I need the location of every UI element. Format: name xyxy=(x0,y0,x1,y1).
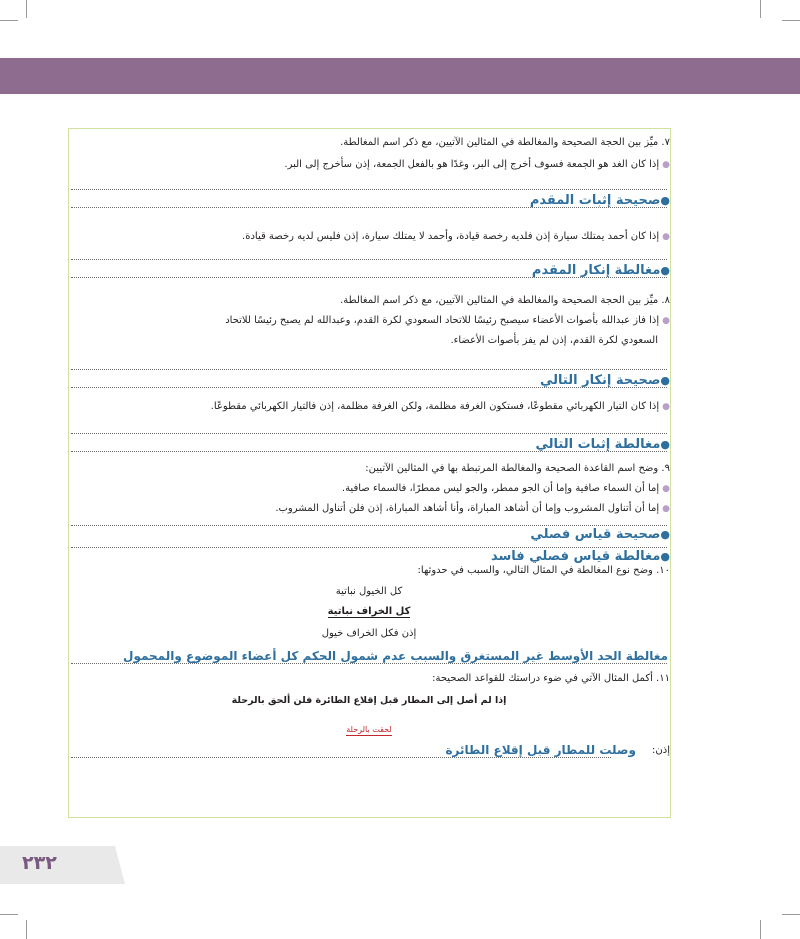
q7-prompt: ٧. ميِّز بين الحجة الصحيحة والمغالطة في المثالين الآتيين، مع ذكر اسم المغالطة. xyxy=(340,137,670,148)
crop-mark-bottom-left xyxy=(26,920,27,939)
q8-example-1: ●إذا فاز عبدالله بأصوات الأعضاء سيصبح رئيسًا للاتحاد السعودي لكرة القدم، وعبدالله لم يصبح رئيسًا للاتحاد xyxy=(225,315,670,326)
crop-mark-bottom-right xyxy=(760,920,761,939)
q11-prompt: ١١. أكمل المثال الآتي في ضوء دراستك للقواعد الصحيحة: xyxy=(432,673,670,684)
q9-answer-1: ●صحيحة قياس فصلي xyxy=(530,527,670,542)
q11-premise: إذا لم أصل إلى المطار قبل إقلاع الطائرة فلن ألحق بالرحلة xyxy=(231,695,507,706)
q9-prompt: ٩. وضح اسم القاعدة الصحيحة والمغالطة المرتبطة بها في المثالين الآتيين: xyxy=(365,463,670,474)
q8-prompt: ٨. ميِّز بين الحجة الصحيحة والمغالطة في المثالين الآتيين، مع ذكر اسم المغالطة. xyxy=(340,295,670,306)
crop-mark-top-left-h xyxy=(0,20,18,21)
q10-premise-1: كل الخيول نباتية xyxy=(335,586,403,597)
exercise-box xyxy=(68,128,671,818)
dotted-line xyxy=(71,277,667,278)
dotted-line xyxy=(71,387,667,388)
q11-answer: وصلت للمطار قبل إقلاع الطائرة xyxy=(445,743,636,757)
crop-mark-bottom-right-h xyxy=(782,914,800,915)
q7-answer-2: ●مغالطة إنكار المقدم xyxy=(531,263,670,278)
bullet-icon: ● xyxy=(662,316,670,326)
page-number-tab xyxy=(0,846,125,884)
q8-example-1-cont: السعودي لكرة القدم، إذن لم يفز بأصوات الأعضاء. xyxy=(450,335,658,346)
crop-mark-bottom-left-h xyxy=(0,914,18,915)
q10-prompt: ١٠. وضح نوع المغالطة في المثال التالي، والسبب في حدوثها: xyxy=(417,565,670,576)
q9-answer-2: ●مغالطة قياس فصلي فاسد xyxy=(491,549,670,564)
q10-premise-2: كل الخراف نباتية xyxy=(327,606,411,617)
bullet-icon: ● xyxy=(662,232,670,242)
header-band xyxy=(0,58,800,94)
q7-example-2: ●إذا كان أحمد يمتلك سيارة إذن فلديه رخصة قيادة، وأحمد لا يمتلك سيارة، إذن فليس لديه رخصة قيادة. xyxy=(242,231,670,242)
q10-conclusion: إذن فكل الخراف خيول xyxy=(321,628,417,639)
q9-example-2: ●إما أن أتناول المشروب وإما أن أشاهد المباراة، وأنا أشاهد المباراة، إذن فلن أتناول المشروب. xyxy=(275,503,670,514)
crop-mark-top-right-h xyxy=(782,20,800,21)
crop-mark-top-left xyxy=(26,0,27,18)
q7-example-1: ●إذا كان الغد هو الجمعة فسوف أخرج إلى البر، وغدًا هو بالفعل الجمعة، إذن سأخرج إلى البر. xyxy=(284,159,670,170)
q8-example-2: ●إذا كان التيار الكهربائي مقطوعًا، فستكون الغرفة مظلمة، ولكن الغرفة مظلمة، إذن فالتيار الكهربائي مقطوعًا. xyxy=(210,401,670,412)
q8-answer-2: ●مغالطة إثبات التالي xyxy=(535,437,670,452)
q11-lead: إذن: xyxy=(652,745,670,756)
bullet-icon: ● xyxy=(662,504,670,514)
page-number: ٢٣٢ xyxy=(22,852,57,874)
crop-mark-top-right xyxy=(760,0,761,18)
q7-answer-1: ●صحيحة إثبات المقدم xyxy=(529,193,670,208)
q9-example-1: ●إما أن السماء صافية وإما أن الجو ممطر، والجو ليس ممطرًا، فالسماء صافية. xyxy=(341,483,670,494)
q11-red-label: لحقت بالرحلة xyxy=(346,725,392,734)
q8-answer-1: ●صحيحة إنكار التالي xyxy=(540,373,670,388)
dotted-line xyxy=(71,451,667,452)
bullet-icon: ● xyxy=(662,160,670,170)
dotted-line xyxy=(71,207,667,208)
bullet-icon: ● xyxy=(662,484,670,494)
q10-answer: مغالطة الحد الأوسط غير المستغرق والسبب عدم شمول الحكم كل أعضاء الموضوع والمحمول xyxy=(123,649,668,663)
bullet-icon: ● xyxy=(662,402,670,412)
